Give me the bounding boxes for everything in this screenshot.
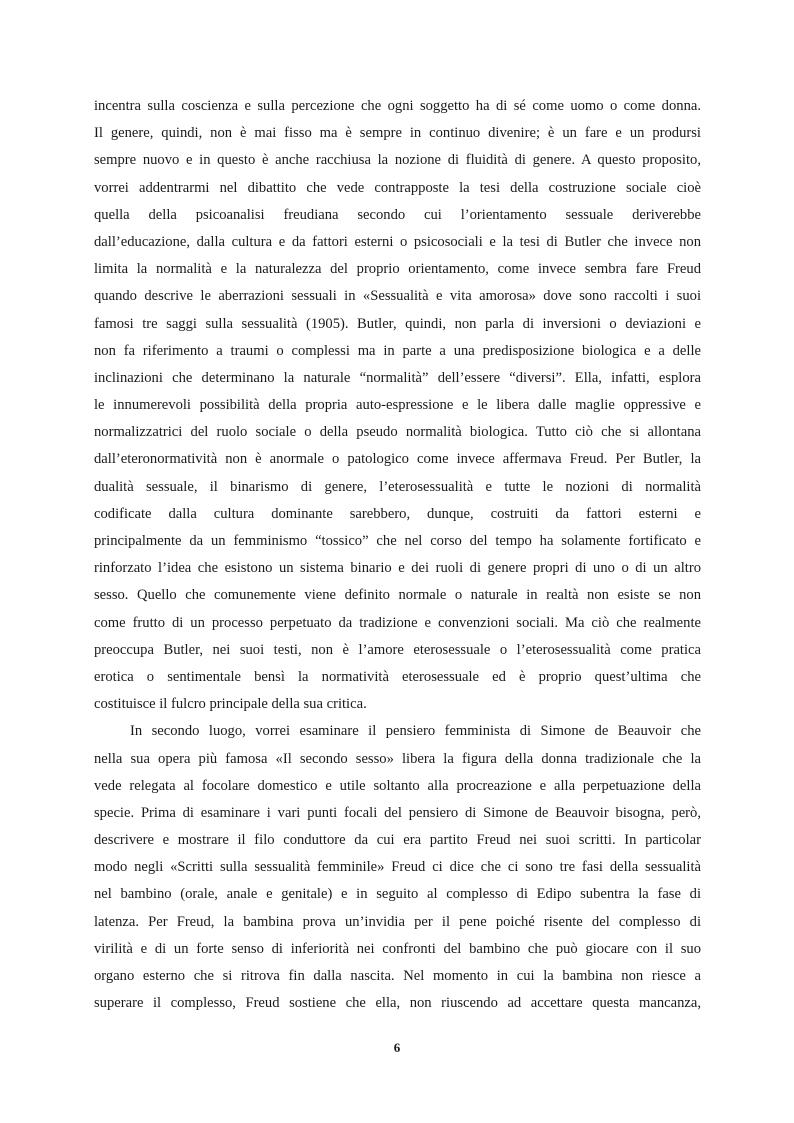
text-line: specie. Prima di esaminare i vari punti focali del pensiero di Simone de Beauvoir bisogna, però,: [94, 804, 701, 821]
text-line: vorrei addentrarmi nel dibattito che vede contrapposte la tesi della costruzione sociale cioè: [94, 179, 701, 196]
text-line: normalizzatrici del ruolo sociale o della pseudo normalità biologica. Tutto ciò che si allontana: [94, 424, 701, 441]
text-line: rinforzato l’idea che esistono un sistema binario e dei ruoli di genere propri di uno o di un altro: [94, 560, 701, 577]
text-line: inclinazioni che determinano la naturale “normalità” dell’essere “diversi”. Ella, infatti, esplora: [94, 369, 701, 386]
text-line: nella sua opera più famosa «Il secondo sesso» libera la figura della donna tradizionale che la: [94, 750, 701, 767]
text-line: quella della psicoanalisi freudiana secondo cui l’orientamento sessuale deriverebbe: [94, 206, 701, 223]
text-line: virilità e di un forte senso di inferiorità nei confronti del bambino che può giocare con il suo: [94, 940, 701, 957]
text-line: modo negli «Scritti sulla sessualità femminile» Freud ci dice che ci sono tre fasi della sessualità: [94, 859, 701, 876]
text-line: codificate dalla cultura dominante sarebbero, dunque, costruiti da fattori esterni e: [94, 505, 701, 522]
text-line: nel bambino (orale, anale e genitale) e in seguito al complesso di Edipo subentra la fase di: [94, 886, 701, 903]
text-line: descrivere e mostrare il filo conduttore da cui era partito Freud nei suoi scritti. In particolar: [94, 832, 701, 849]
text-line: quando descrive le aberrazioni sessuali in «Sessualità e vita amorosa» dove sono raccolti i suoi: [94, 288, 701, 305]
text-line: erotica o sentimentale bensì la normatività eterosessuale ed è proprio quest’ultima che: [94, 668, 701, 685]
text-line: preoccupa Butler, nei suoi testi, non è l’amore eterosessuale o l’eterosessualità come pratica: [94, 641, 701, 658]
text-line: Il genere, quindi, non è mai fisso ma è sempre in continuo divenire; è un fare e un prodursi: [94, 125, 701, 142]
text-line: come frutto di un processo perpetuato da tradizione e convenzioni sociali. Ma ciò che realmente: [94, 614, 701, 631]
text-line: organo esterno che si ritrova fin dalla nascita. Nel momento in cui la bambina non riesce a: [94, 968, 701, 984]
text-line: vede relegata al focolare domestico e utile soltanto alla procreazione e alla perpetuazione della: [94, 777, 701, 794]
text-line: principalmente da un femminismo “tossico” che nel corso del tempo ha solamente fortificato e: [94, 533, 701, 549]
text-line: In secondo luogo, vorrei esaminare il pensiero femminista di Simone de Beauvoir che: [130, 723, 701, 740]
text-line: limita la normalità e la naturalezza del proprio orientamento, come invece sembra fare Freud: [94, 261, 701, 278]
page-number: 6: [393, 1040, 401, 1055]
text-line: le innumerevoli possibilità della propria auto-espressione e le libera dalle maglie oppressive e: [94, 397, 701, 414]
body-text: [94, 93, 701, 1017]
text-line: incentra sulla coscienza e sulla percezione che ogni soggetto ha di sé come uomo o come donna.: [94, 98, 701, 114]
text-line: dall’eteronormatività non è anormale o patologico come invece affermava Freud. Per Butler, la: [94, 451, 701, 468]
text-line: dualità sessuale, il binarismo di genere, l’eterosessualità e tutte le nozioni di normalità: [94, 478, 701, 495]
text-line: famosi tre saggi sulla sessualità (1905). Butler, quindi, non parla di inversioni o deviazioni e: [94, 315, 701, 332]
text-line: sesso. Quello che comunemente viene definito normale o naturale in realtà non esiste se non: [94, 587, 701, 604]
text-line: superare il complesso, Freud sostiene che ella, non riuscendo ad accettare questa mancanza,: [94, 995, 701, 1012]
text-line: non fa riferimento a traumi o complessi ma in parte a una predisposizione biologica e a delle: [94, 342, 701, 359]
text-line: costituisce il fulcro principale della sua critica.: [94, 696, 367, 713]
text-line: dall’educazione, dalla cultura e da fattori esterni o psicosociali e la tesi di Butler che invece non: [94, 233, 701, 250]
text-line: latenza. Per Freud, la bambina prova un’invidia per il pene poiché risente del complesso di: [94, 913, 701, 930]
text-line: sempre nuovo e in questo è anche racchiusa la nozione di fluidità di genere. A questo proposito,: [94, 152, 701, 169]
